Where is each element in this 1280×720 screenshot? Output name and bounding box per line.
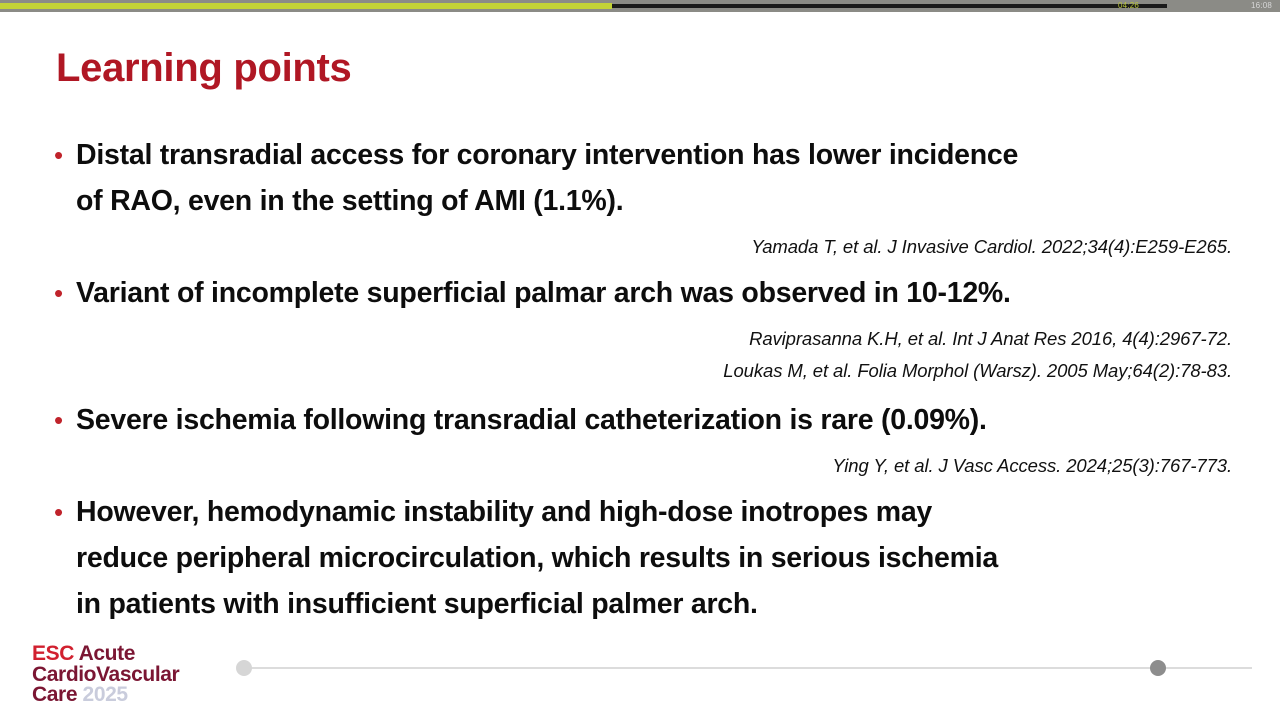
logo-care-text: Care bbox=[32, 683, 78, 707]
list-item bbox=[46, 489, 1246, 627]
bullet-line: reduce peripheral microcirculation, which results in serious ischemia bbox=[76, 542, 998, 574]
citation: Loukas M, et al. Folia Morphol (Warsz). 2005 May;64(2):78-83. bbox=[723, 360, 1232, 381]
list-item bbox=[46, 132, 1246, 224]
list-item bbox=[46, 397, 1246, 443]
citation: Yamada T, et al. J Invasive Cardiol. 2022;34(4):E259-E265. bbox=[751, 236, 1232, 257]
page-title: Learning points bbox=[56, 46, 352, 90]
logo-year-text: 2025 bbox=[82, 683, 128, 707]
video-total-time: 16:08 bbox=[1250, 1, 1272, 10]
bullet-text-1 bbox=[76, 132, 1246, 224]
video-progress-played[interactable] bbox=[0, 3, 612, 9]
video-progress-buffered bbox=[612, 4, 1167, 8]
video-progress-bar[interactable] bbox=[0, 0, 1280, 12]
bullet-line: However, hemodynamic instability and high-dose inotropes may bbox=[76, 496, 933, 528]
presentation-slide bbox=[0, 12, 1280, 720]
bullet-text-3 bbox=[76, 397, 1246, 443]
bullet-text-4 bbox=[76, 489, 1246, 627]
scrubber-handle-left[interactable] bbox=[236, 660, 252, 676]
logo-esc-text: ESC bbox=[32, 642, 74, 666]
bullet-line: Variant of incomplete superficial palmar arch was observed in 10-12%. bbox=[76, 277, 1011, 309]
scrubber-track[interactable] bbox=[250, 667, 1252, 669]
slide-scrubber[interactable] bbox=[236, 660, 1266, 676]
logo-line-2: CardioVascular bbox=[32, 662, 180, 686]
citation: Ying Y, et al. J Vasc Access. 2024;25(3):767-773. bbox=[832, 455, 1232, 476]
bullet-dot-icon: • bbox=[54, 278, 64, 308]
bullet-dot-icon: • bbox=[54, 405, 64, 435]
bullet-line: Severe ischemia following transradial catheterization is rare (0.09%). bbox=[76, 404, 987, 436]
logo-line-3 bbox=[32, 685, 179, 706]
bullet-line: in patients with insufficient superficial palmer arch. bbox=[76, 588, 758, 620]
bullet-dot-icon: • bbox=[54, 140, 64, 170]
slide-content bbox=[46, 132, 1246, 627]
logo-acute-text: Acute bbox=[78, 642, 135, 666]
scrubber-handle-right[interactable] bbox=[1150, 660, 1166, 676]
bullet-line: Distal transradial access for coronary intervention has lower incidence bbox=[76, 139, 1019, 171]
video-current-time: 04:26 bbox=[1118, 1, 1140, 10]
citation: Raviprasanna K.H, et al. Int J Anat Res 2016, 4(4):2967-72. bbox=[749, 328, 1232, 349]
bullet-block-4 bbox=[46, 489, 1246, 627]
bullet-block-3 bbox=[46, 397, 1246, 482]
bullet-text-2 bbox=[76, 270, 1246, 316]
bullet-line: of RAO, even in the setting of AMI (1.1%). bbox=[76, 185, 624, 217]
logo-line-1 bbox=[32, 644, 179, 665]
list-item bbox=[46, 270, 1246, 316]
congress-logo bbox=[32, 644, 179, 706]
bullet-block-1 bbox=[46, 132, 1246, 263]
bullet-block-2 bbox=[46, 270, 1246, 387]
bullet-dot-icon: • bbox=[54, 497, 64, 527]
